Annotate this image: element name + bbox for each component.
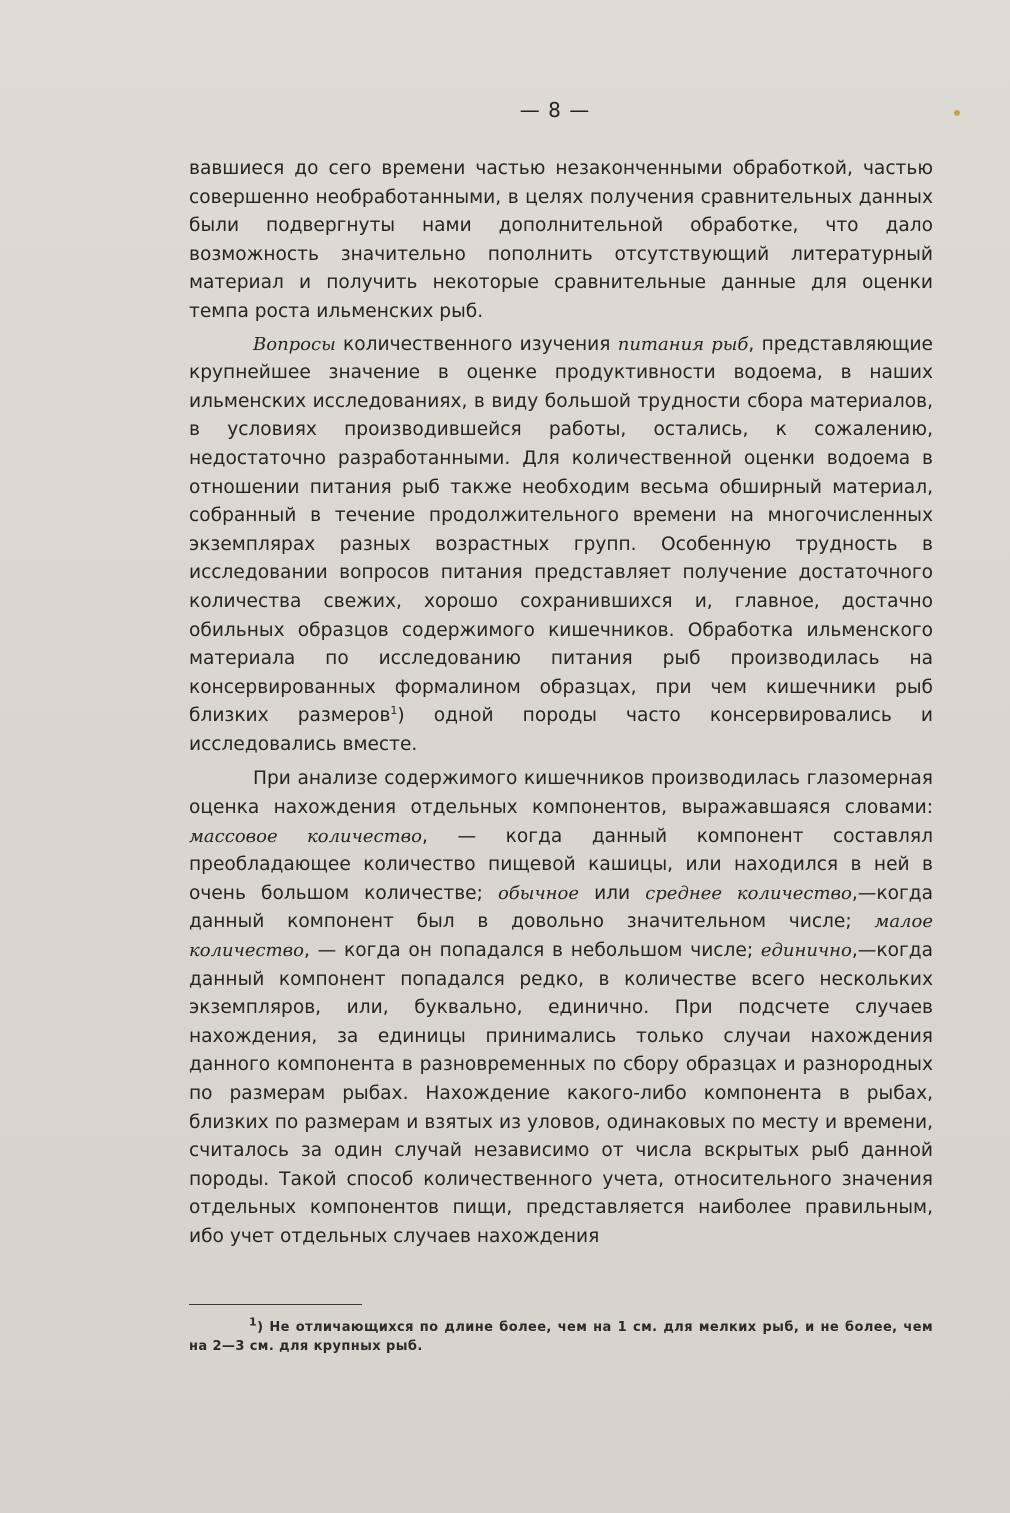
- body-text: [189, 155, 933, 1252]
- text-run: ,—когда данный компонент был в довольно значительном числе;: [189, 882, 934, 933]
- footnote: [189, 1315, 933, 1356]
- footnote-marker: 1: [249, 1315, 258, 1329]
- text-run: ,—когда данный компонент попадался редко, в количестве всего нескольких экземпляров, или, буквально, единично. При подсчете случаев нахождения, за единицы принимались только случаи нахождения данного компонента в разновременных по сбору образцах и разнородных по размерам рыбах. Нахождение какого-либо компонента в рыбах, близких по размерам и взятых из уловов, одинаковых по месту и времени, считалось за один случай независимо от числа вскрытых рыб данной породы. Такой способ количественного учета, относительного значения отдельных компонентов пищи, представляется наиболее правильным, ибо учет отдельных случаев нахождения: [189, 940, 933, 1247]
- paper-spot: [954, 110, 960, 116]
- paragraph-1: вавшиеся до сего времени частью незаконченными обработкой, частью совершенно необработанными, в целях получения сравнительных данных были подвергнуты нами дополнительной обработке, что дало возможность значительно пополнить отсутствующий литературный материал и получить некоторые сравнительные данные для оценки темпа роста ильменских рыб.: [189, 158, 933, 322]
- italic-term: Вопросы: [253, 333, 336, 355]
- footnote-ref: 1: [390, 704, 398, 718]
- italic-term: массовое количество: [189, 825, 422, 847]
- italic-term: среднее количество: [645, 882, 852, 904]
- italic-term: питания рыб: [617, 333, 749, 355]
- text-run: , — когда он попадался в небольшом числе;: [303, 940, 761, 962]
- text-run: количественного изучения: [335, 333, 618, 355]
- text-run: или: [579, 882, 646, 904]
- text-run: , — когда данный компонент составлял преобладающее количество пищевой кашицы, или находился в ней в очень большом количестве;: [189, 825, 933, 904]
- italic-term: малое количество: [189, 911, 933, 962]
- paragraph-3: [189, 765, 933, 1251]
- footnote-divider: [189, 1304, 362, 1305]
- footnote-text: ) Не отличающихся по длине более, чем на 1 см. для мелких рыб, и не более, чем на 2—3 см. для крупных рыб.: [189, 1320, 933, 1354]
- text-run: При анализе содержимого кишечников производилась глазомерная оценка нахождения отдельных компонентов, выражавшаяся словами:: [189, 768, 933, 819]
- page-number: — 8 —: [519, 98, 591, 122]
- italic-term: обычное: [497, 882, 579, 904]
- text-run: ) одной породы часто консервировались и исследовались вместе.: [189, 705, 933, 755]
- paragraph-2: [189, 331, 933, 760]
- text-run: , представляющие крупнейшее значение в оценке продуктивности водоема, в наших ильменских исследованиях, в виду большой трудности сбора материалов, в условиях производившейся работы, остались, к сожалению, недостаточно разработанными. Для количественной оценки водоема в отношении питания рыб также необходим весьма обширный материал, собранный в течение продолжительного времени на многочисленных экземплярах разных возрастных групп. Особенную трудность в исследовании вопросов питания представляет получение достаточного количества свежих, хорошо сохранившихся и, главное, достачно обильных образцов содержимого кишечников. Обработка ильменского материала по исследованию питания рыб производилась на консервированных формалином образцах, при чем кишечники рыб близких размеров: [189, 333, 933, 727]
- italic-term: единично: [760, 940, 852, 962]
